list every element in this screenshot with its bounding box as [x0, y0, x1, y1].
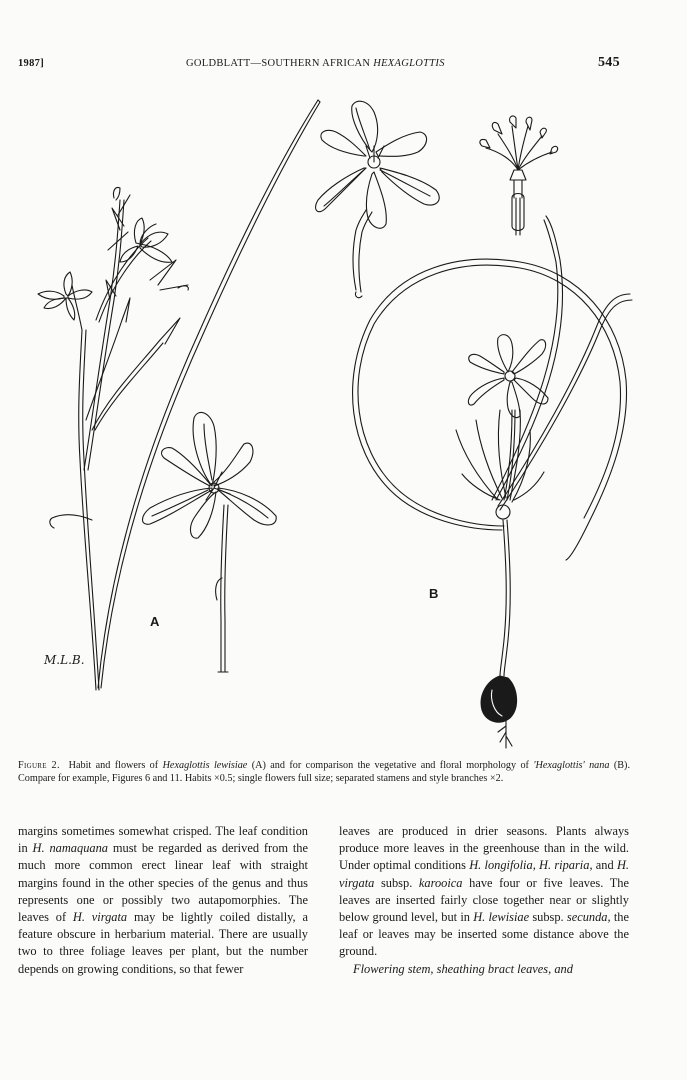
caption-text-3: (B). Compare for example, Figures 6 and 11. Habits ×0.5; single flowers full size; separated stamens and style branches ×2.	[18, 760, 630, 784]
flower-a	[143, 412, 277, 672]
page-number: 545	[598, 55, 620, 70]
running-head-title	[186, 58, 445, 69]
species-name: H. namaquana	[32, 841, 108, 856]
caption-species-b: 'Hexaglottis' nana	[533, 760, 610, 771]
botanical-plate	[0, 85, 687, 755]
habit-b-plant	[353, 216, 632, 748]
running-head-author: GOLDBLATT—SOUTHERN AFRICAN	[186, 58, 374, 69]
paragraph	[18, 823, 308, 978]
text-run: the leaf or leaves may be inserted some distance above the ground.	[339, 910, 629, 959]
text-run: subsp.	[529, 910, 567, 925]
text-run: may be lightly coiled distally, a feature obscure in herbarium material. There are usually two to three foliage leaves per plant, but the number depends on growing conditions, so that fewer	[18, 910, 308, 976]
figure-label-a: A	[150, 614, 160, 629]
stamens-detail	[480, 116, 558, 235]
running-head-genus: HEXAGLOTTIS	[373, 58, 445, 69]
body-column-left	[18, 823, 308, 978]
flower-b-top	[316, 101, 440, 297]
section-heading-run: Flowering stem, sheathing bract leaves, and	[353, 961, 573, 976]
caption-figure-label: Figure 2.	[18, 760, 60, 771]
figure-label-b: B	[429, 586, 439, 601]
text-run: margins sometimes somewhat crisped. The leaf condition in	[18, 824, 308, 856]
text-run: and	[592, 858, 617, 873]
species-name: H. virgata	[339, 858, 629, 890]
text-run: leaves are produced in drier seasons. Plants always produce more leaves in the greenhouse than in the wild. Under optimal conditions	[339, 824, 629, 873]
paragraph	[339, 961, 629, 978]
species-name: H. lewisiae	[473, 910, 530, 925]
body-column-right	[339, 823, 629, 978]
text-run: must be regarded as derived from the much more common erect linear leaf with straight margins found in the other species of the genus and thus represents one or possibly two autapomorphies. The leaves of	[18, 841, 309, 925]
caption-text-2: (A) and for comparison the vegetative and floral morphology of	[247, 760, 534, 771]
running-head-year: 1987]	[18, 58, 44, 69]
artist-signature: M.L.B.	[44, 653, 85, 667]
caption-text-1: Habit and flowers of	[68, 760, 163, 771]
subspecies-name: karooica	[418, 875, 463, 890]
figure-caption	[18, 760, 630, 785]
subspecies-name: secunda,	[566, 910, 611, 925]
habit-a-plant	[38, 100, 320, 690]
species-name: H. virgata	[72, 910, 128, 925]
text-run: have four or five leaves. The leaves are inserted fairly close together near or slightly below ground level, but in	[339, 875, 629, 925]
species-name: H. longifolia, H. riparia,	[469, 858, 593, 873]
text-run: subsp.	[374, 875, 419, 890]
caption-species-a: Hexaglottis lewisiae	[162, 760, 248, 771]
paragraph	[339, 823, 629, 961]
